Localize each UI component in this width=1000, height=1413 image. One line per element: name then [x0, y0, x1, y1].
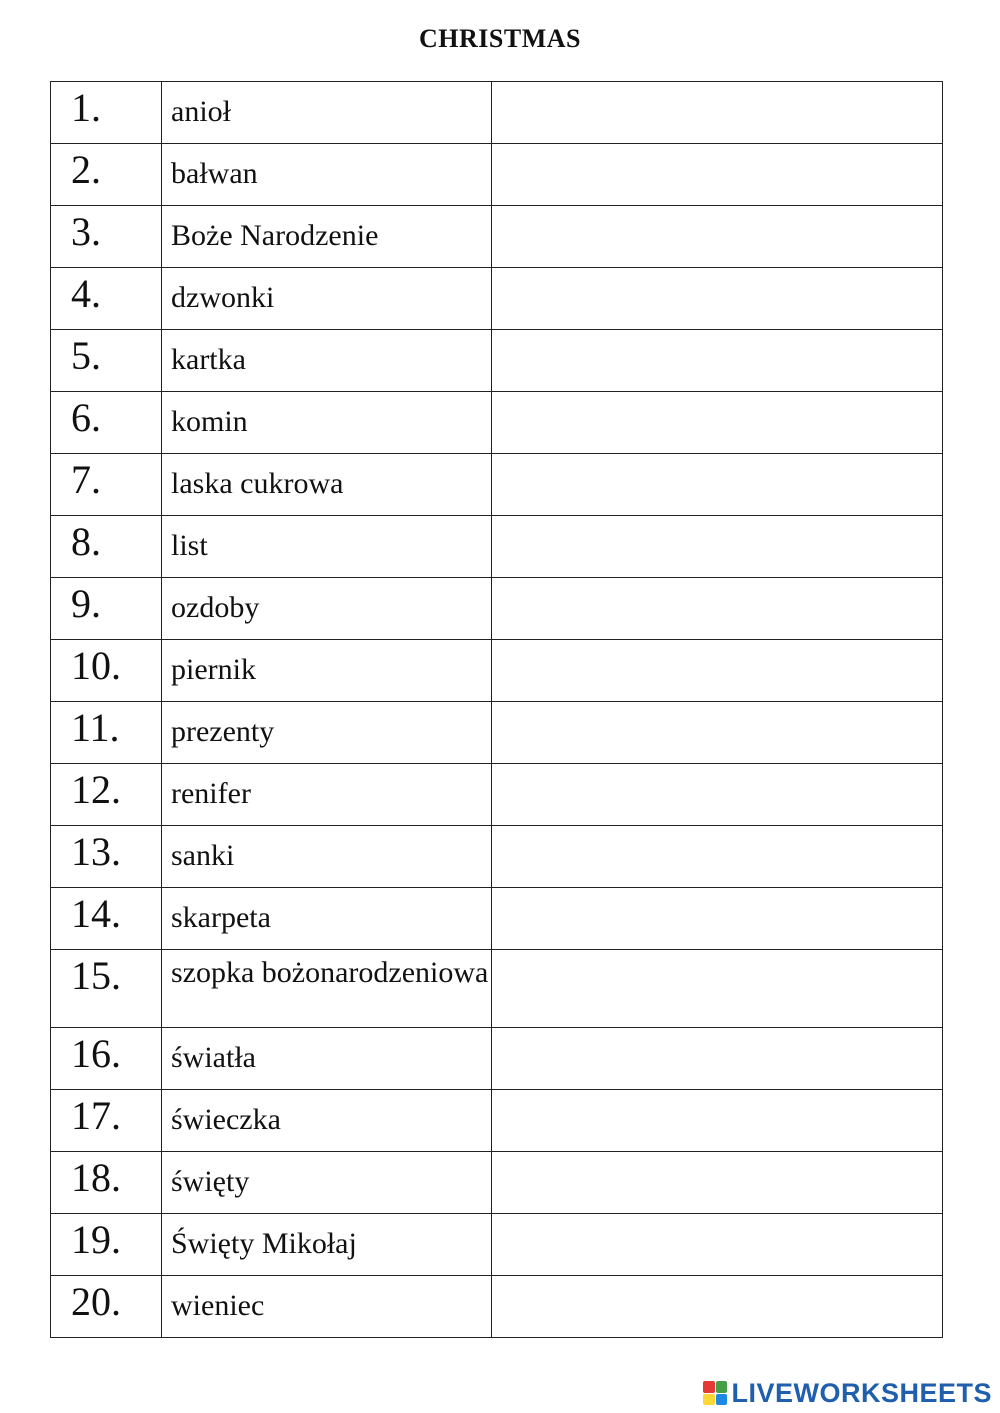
row-number: 16. [51, 1028, 162, 1090]
table-row [51, 764, 943, 826]
table-row [51, 330, 943, 392]
table-row [51, 206, 943, 268]
logo-square-1 [703, 1381, 715, 1393]
row-number: 5. [51, 330, 162, 392]
polish-word: szopka bożonarodzeniowa [162, 950, 492, 1028]
row-number: 3. [51, 206, 162, 268]
table-row [51, 578, 943, 640]
answer-cell[interactable] [492, 144, 943, 206]
row-number: 10. [51, 640, 162, 702]
vocabulary-table [50, 81, 943, 1338]
row-number: 11. [51, 702, 162, 764]
answer-cell[interactable] [492, 1090, 943, 1152]
row-number: 14. [51, 888, 162, 950]
row-number: 7. [51, 454, 162, 516]
polish-word: anioł [162, 82, 492, 144]
table-row [51, 454, 943, 516]
polish-word: Boże Narodzenie [162, 206, 492, 268]
answer-cell[interactable] [492, 764, 943, 826]
polish-word: list [162, 516, 492, 578]
answer-cell[interactable] [492, 950, 943, 1028]
row-number: 12. [51, 764, 162, 826]
table-row [51, 144, 943, 206]
table-row [51, 888, 943, 950]
table-row [51, 1214, 943, 1276]
answer-cell[interactable] [492, 578, 943, 640]
polish-word: Święty Mikołaj [162, 1214, 492, 1276]
worksheet-title: CHRISTMAS [419, 24, 581, 53]
polish-word: ozdoby [162, 578, 492, 640]
table-row [51, 950, 943, 1028]
polish-word: sanki [162, 826, 492, 888]
row-number: 9. [51, 578, 162, 640]
polish-word: bałwan [162, 144, 492, 206]
row-number: 19. [51, 1214, 162, 1276]
polish-word: światła [162, 1028, 492, 1090]
answer-cell[interactable] [492, 1152, 943, 1214]
logo-square-4 [716, 1394, 728, 1406]
answer-cell[interactable] [492, 888, 943, 950]
row-number: 15. [51, 950, 162, 1028]
table-row [51, 1090, 943, 1152]
row-number: 1. [51, 82, 162, 144]
row-number: 2. [51, 144, 162, 206]
row-number: 13. [51, 826, 162, 888]
table-row [51, 268, 943, 330]
table-row [51, 516, 943, 578]
logo-square-3 [703, 1394, 715, 1406]
logo-text: LIVEWORKSHEETS [731, 1377, 992, 1408]
polish-word: laska cukrowa [162, 454, 492, 516]
row-number: 6. [51, 392, 162, 454]
polish-word: skarpeta [162, 888, 492, 950]
row-number: 18. [51, 1152, 162, 1214]
polish-word: święty [162, 1152, 492, 1214]
polish-word: renifer [162, 764, 492, 826]
row-number: 4. [51, 268, 162, 330]
answer-cell[interactable] [492, 330, 943, 392]
answer-cell[interactable] [492, 392, 943, 454]
table-row [51, 640, 943, 702]
answer-cell[interactable] [492, 1028, 943, 1090]
answer-cell[interactable] [492, 1276, 943, 1338]
answer-cell[interactable] [492, 454, 943, 516]
table-row [51, 1276, 943, 1338]
polish-word: świeczka [162, 1090, 492, 1152]
polish-word: komin [162, 392, 492, 454]
table-row [51, 392, 943, 454]
table-row [51, 1152, 943, 1214]
table-row [51, 826, 943, 888]
polish-word: kartka [162, 330, 492, 392]
row-number: 17. [51, 1090, 162, 1152]
row-number: 20. [51, 1276, 162, 1338]
polish-word: prezenty [162, 702, 492, 764]
answer-cell[interactable] [492, 640, 943, 702]
answer-cell[interactable] [492, 516, 943, 578]
polish-word: wieniec [162, 1276, 492, 1338]
logo-icon [703, 1381, 727, 1405]
answer-cell[interactable] [492, 206, 943, 268]
answer-cell[interactable] [492, 702, 943, 764]
answer-cell[interactable] [492, 826, 943, 888]
logo-square-2 [716, 1381, 728, 1393]
polish-word: dzwonki [162, 268, 492, 330]
table-row [51, 702, 943, 764]
polish-word: piernik [162, 640, 492, 702]
answer-cell[interactable] [492, 82, 943, 144]
liveworksheets-logo [703, 1379, 992, 1407]
table-row [51, 1028, 943, 1090]
answer-cell[interactable] [492, 268, 943, 330]
table-row [51, 82, 943, 144]
row-number: 8. [51, 516, 162, 578]
answer-cell[interactable] [492, 1214, 943, 1276]
